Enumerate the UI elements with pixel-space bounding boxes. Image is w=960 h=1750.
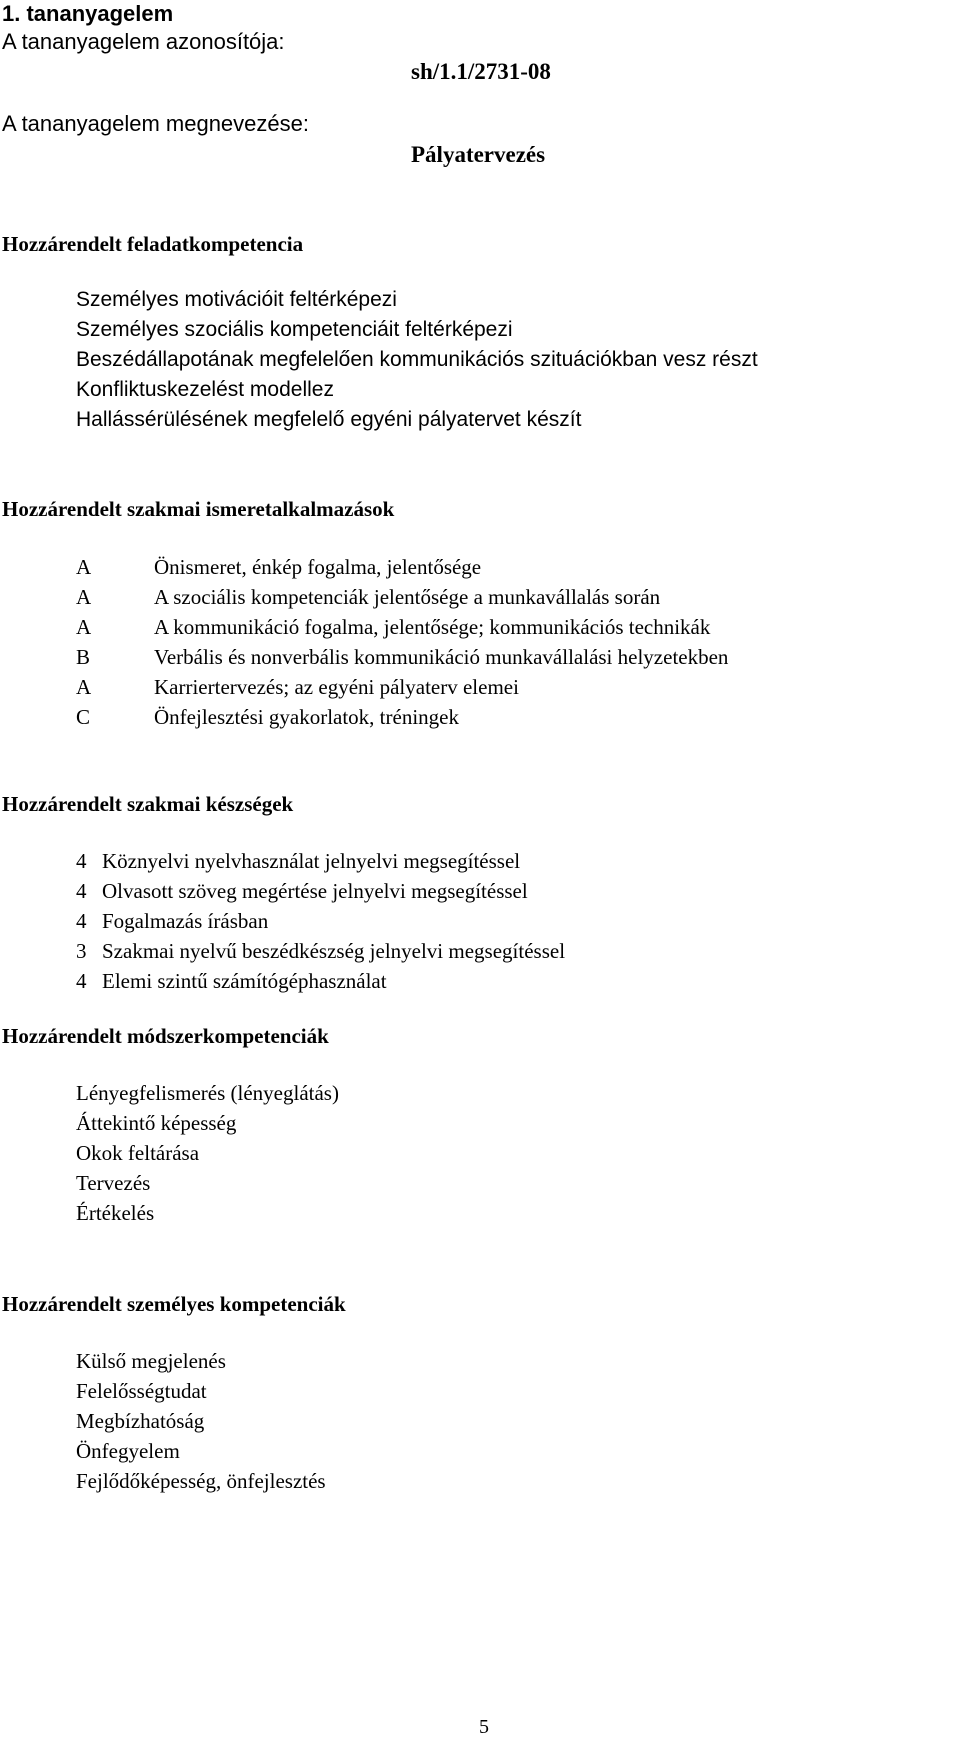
list-item: Okok feltárása xyxy=(76,1141,200,1165)
name-label: A tananyagelem megnevezése: xyxy=(2,111,309,136)
list-item xyxy=(76,906,565,936)
id-label: A tananyagelem azonosítója: xyxy=(2,29,285,54)
ismeretalkalmazasok-list xyxy=(76,552,728,732)
list-item: Hallássérülésének megfelelő egyéni pályatervet készít xyxy=(76,408,582,431)
grade-code: A xyxy=(76,555,92,579)
item-text: Fogalmazás írásban xyxy=(102,909,269,933)
list-item xyxy=(76,582,728,612)
keszsegek-list xyxy=(76,846,565,996)
modszerkompetenciak-list xyxy=(76,1078,339,1228)
list-item: Konfliktuskezelést modellez xyxy=(76,378,334,401)
grade-code: A xyxy=(76,675,92,699)
list-item: Megbízhatóság xyxy=(76,1409,205,1433)
section-heading-modszerkompetenciak: Hozzárendelt módszerkompetenciák xyxy=(2,1024,329,1048)
list-item: Áttekintő képesség xyxy=(76,1111,237,1135)
grade-code: A xyxy=(76,585,92,609)
item-text: Karriertervezés; az egyéni pályaterv elemei xyxy=(154,675,519,699)
list-item xyxy=(76,846,565,876)
item-text: A szociális kompetenciák jelentősége a munkavállalás során xyxy=(154,585,661,609)
item-text: Olvasott szöveg megértése jelnyelvi megsegítéssel xyxy=(102,879,528,903)
list-item: Fejlődőképesség, önfejlesztés xyxy=(76,1469,326,1493)
list-item: Személyes motivációit feltérképezi xyxy=(76,288,397,311)
list-item: Felelősségtudat xyxy=(76,1379,207,1403)
skill-level: 3 xyxy=(76,939,87,963)
item-text: Köznyelvi nyelvhasználat jelnyelvi megsegítéssel xyxy=(102,849,521,873)
list-item xyxy=(76,612,728,642)
grade-code: A xyxy=(76,615,92,639)
grade-code: B xyxy=(76,645,91,669)
page-number: 5 xyxy=(479,1716,489,1738)
skill-level: 4 xyxy=(76,909,87,933)
section-heading-keszsegek: Hozzárendelt szakmai készségek xyxy=(2,792,294,816)
list-item xyxy=(76,966,565,996)
list-item xyxy=(76,672,728,702)
list-item xyxy=(76,642,728,672)
list-item xyxy=(76,552,728,582)
list-item: Tervezés xyxy=(76,1171,151,1195)
element-number-heading: 1. tananyagelem xyxy=(2,1,174,26)
item-text: Szakmai nyelvű beszédkészség jelnyelvi megsegítéssel xyxy=(102,939,566,963)
name-value: Pályatervezés xyxy=(411,142,546,167)
id-value: sh/1.1/2731-08 xyxy=(411,59,551,84)
section-heading-szemelyes-kompetenciak: Hozzárendelt személyes kompetenciák xyxy=(2,1292,346,1316)
list-item: Külső megjelenés xyxy=(76,1349,226,1373)
item-text: Önismeret, énkép fogalma, jelentősége xyxy=(154,555,482,579)
list-item: Lényegfelismerés (lényeglátás) xyxy=(76,1081,339,1105)
skill-level: 4 xyxy=(76,879,87,903)
szemelyes-kompetenciak-list xyxy=(76,1346,326,1496)
item-text: Önfejlesztési gyakorlatok, tréningek xyxy=(154,705,459,729)
section-heading-ismeretalkalmazasok: Hozzárendelt szakmai ismeretalkalmazások xyxy=(2,497,395,521)
feladatkompetencia-list xyxy=(76,285,758,435)
item-text: Elemi szintű számítógéphasználat xyxy=(102,969,387,993)
grade-code: C xyxy=(76,705,91,729)
list-item: Személyes szociális kompetenciáit feltérképezi xyxy=(76,318,513,341)
list-item: Értékelés xyxy=(76,1201,155,1225)
list-item xyxy=(76,702,728,732)
list-item xyxy=(76,936,565,966)
section-heading-feladatkompetencia: Hozzárendelt feladatkompetencia xyxy=(2,232,304,256)
skill-level: 4 xyxy=(76,969,87,993)
list-item: Beszédállapotának megfelelően kommunikációs szituációkban vesz részt xyxy=(76,348,758,371)
item-text: A kommunikáció fogalma, jelentősége; kommunikációs technikák xyxy=(154,615,711,639)
skill-level: 4 xyxy=(76,849,87,873)
item-text: Verbális és nonverbális kommunikáció munkavállalási helyzetekben xyxy=(154,645,729,669)
list-item xyxy=(76,876,565,906)
list-item: Önfegyelem xyxy=(76,1439,180,1463)
